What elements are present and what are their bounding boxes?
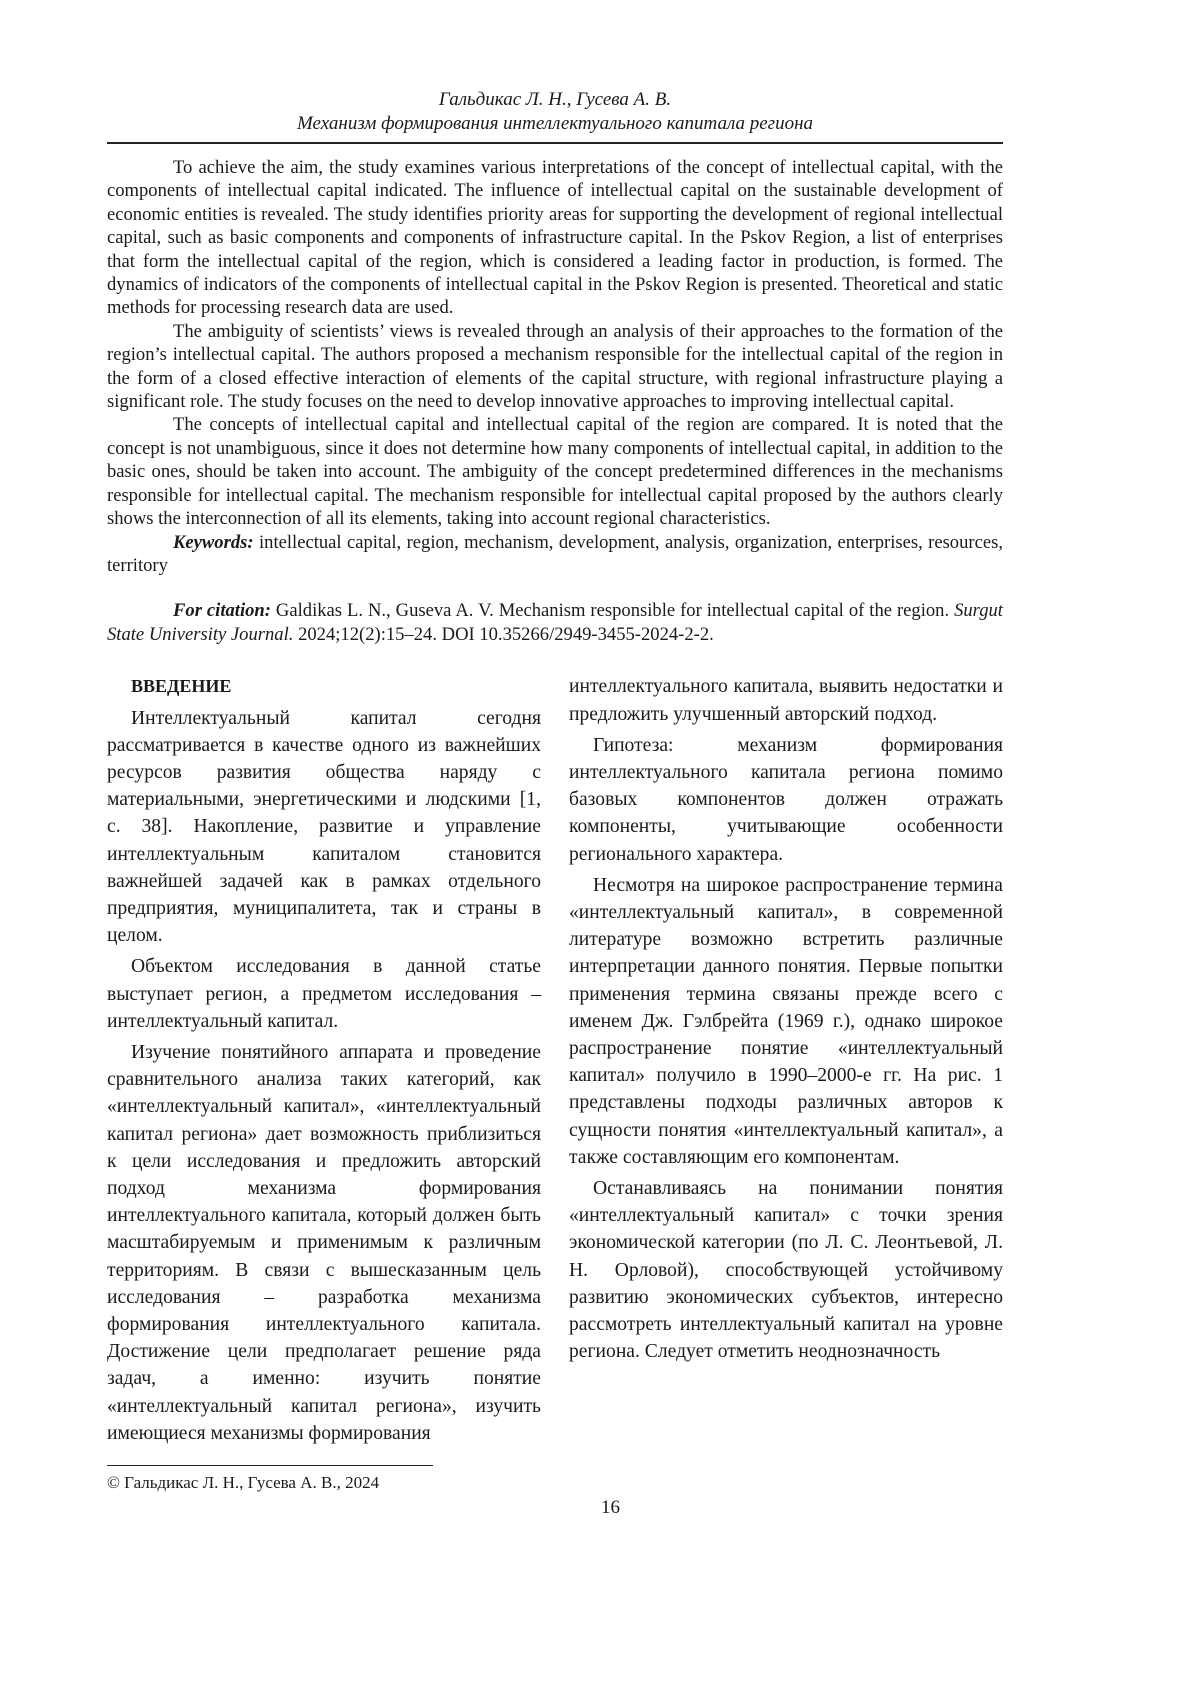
running-header	[107, 88, 1003, 136]
abstract-paragraph: The concepts of intellectual capital and intellectual capital of the region are compared. It is noted that the concept is not unambiguous, since it does not determine how many components of intellectual capital, in addition to the basic ones, should be taken into account. The ambiguity of the concept predetermined differences in the mechanisms responsible for intellectual capital. The mechanism responsible for intellectual capital proposed by the authors clearly shows the interconnection of all its elements, taking into account regional characteristics.	[107, 413, 1003, 530]
body-paragraph-continuation: интеллектуального капитала, выявить недостатки и предложить улучшенный авторский подход.	[569, 673, 1003, 727]
right-column	[569, 673, 1003, 1451]
page	[107, 0, 1003, 1520]
body-columns	[107, 673, 1003, 1451]
body-paragraph: Несмотря на широкое распространение термина «интеллектуальный капитал», в современной литературе возможно встретить различные интерпретации данного понятия. Первые попытки применения термина связаны прежде всего с именем Дж. Гэлбрейта (1969 г.), однако широкое распространение понятие «интеллектуальный капитал» получило в 1990–2000-е гг. На рис. 1 представлены подходы различных авторов к сущности понятия «интеллектуальный капитал», а также составляющим его компонентам.	[569, 872, 1003, 1171]
body-paragraph: Изучение понятийного аппарата и проведение сравнительного анализа таких категорий, как «интеллектуальный капитал», «интеллектуальный капитал региона» дает возможность приблизиться к цели исследования и предложить авторский подход механизма формирования интеллектуального капитала, который должен быть масштабируемым и применимым к различным территориям. В связи с вышесказанным цель исследования – разработка механизма формирования интеллектуального капитала. Достижение цели предполагает решение ряда задач, а именно: изучить понятие «интеллектуальный капитал региона», изучить имеющиеся механизмы формирования	[107, 1039, 541, 1447]
abstract-paragraph: The ambiguity of scientists’ views is revealed through an analysis of their approaches to the formation of the region’s intellectual capital. The authors proposed a mechanism responsible for the intellectual capital of the region in the form of a closed effective interaction of elements of the capital structure, with regional infrastructure playing a significant role. The study focuses on the need to develop innovative approaches to improving intellectual capital.	[107, 320, 1003, 414]
abstract-paragraph: To achieve the aim, the study examines various interpretations of the concept of intellectual capital, with the components of intellectual capital indicated. The influence of intellectual capital on the sustainable development of economic entities is revealed. The study identifies priority areas for supporting the development of regional intellectual capital, such as basic components and components of infrastructure capital. In the Pskov Region, a list of enterprises that form the intellectual capital of the region, which is considered a leading factor in production, is formed. The dynamics of indicators of the components of intellectual capital in the Pskov Region is presented. Theoretical and static methods for processing research data are used.	[107, 156, 1003, 320]
page-number: 16	[107, 1496, 1114, 1520]
keywords	[107, 531, 1003, 578]
body-paragraph: Останавливаясь на понимании понятия «интеллектуальный капитал» с точки зрения экономической категории (по Л. С. Леонтьевой, Л. Н. Орловой), способствующей устойчивому развитию экономических субъектов, интересно рассмотреть интеллектуальный капитал на уровне региона. Следует отметить неоднозначность	[569, 1175, 1003, 1365]
abstract	[107, 156, 1003, 577]
body-paragraph: Гипотеза: механизм формирования интеллектуального капитала региона помимо базовых компонентов должен отражать компоненты, учитывающие особенности регионального характера.	[569, 732, 1003, 868]
section-heading: ВВЕДЕНИЕ	[107, 673, 541, 700]
citation	[107, 599, 1003, 647]
citation-label: For citation:	[173, 600, 271, 621]
body-paragraph: Объектом исследования в данной статье выступает регион, а предметом исследования – интеллектуальный капитал.	[107, 953, 541, 1035]
keywords-text: intellectual capital, region, mechanism, development, analysis, organization, enterprises, resources, territory	[107, 532, 1003, 576]
citation-text: Galdikas L. N., Guseva A. V. Mechanism responsible for intellectual capital of the region.	[271, 600, 954, 621]
footnote-rule	[107, 1465, 433, 1466]
body-paragraph: Интеллектуальный капитал сегодня рассматривается в качестве одного из важнейших ресурсов развития общества наряду с материальными, энергетическими и людскими [1, с. 38]. Накопление, развитие и управление интеллектуальным капиталом становится важнейшей задачей как в рамках отдельного предприятия, муниципалитета, так и страны в целом.	[107, 705, 541, 950]
header-rule	[107, 142, 1003, 144]
citation-journal: Surgut State University Journal.	[107, 600, 1003, 645]
header-authors: Гальдикас Л. Н., Гусева А. В.	[107, 88, 1003, 112]
citation-tail: 2024;12(2):15–24. DOI 10.35266/2949-3455-2024-2-2.	[293, 624, 713, 645]
header-title: Механизм формирования интеллектуального капитала региона	[107, 112, 1003, 136]
copyright-footnote: © Гальдикас Л. Н., Гусева А. В., 2024	[107, 1472, 1003, 1494]
keywords-label: Keywords:	[173, 532, 254, 553]
left-column	[107, 673, 541, 1451]
